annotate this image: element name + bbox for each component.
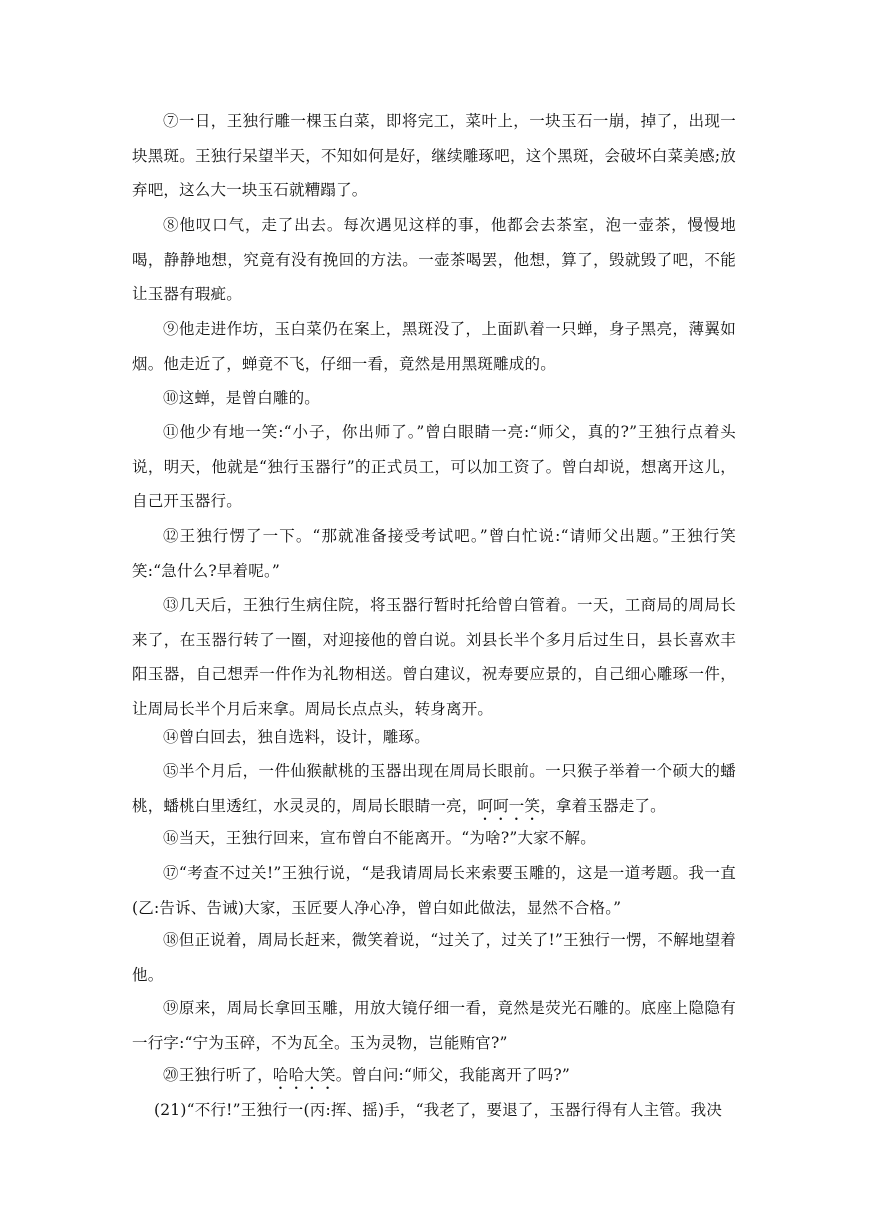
paragraph-9: ⑨他走进作坊，玉白菜仍在案上，黑斑没了，上面趴着一只蝉，身子黑亮，薄翼如烟。他走近了，蝉竟不飞，仔细一看，竟然是用黑斑雕成的。 [132,320,736,373]
paragraph-20-text: ⑳王独行听了， [163,1066,273,1084]
paragraph-14: ⑭曾白回去，独自选料，设计，雕琢。 [163,728,430,746]
paragraph-11: ⑪他少有地一笑:“小子，你出师了。”曾白眼睛一亮:“师父，真的?”王独行点着头说，明天，他就是“独行玉器行”的正式员工，可以加工资了。曾白却说，想离开这儿，自己开玉器行。 [132,423,736,510]
paragraph-19: ⑲原来，周局长拿回玉雕，用放大镜仔细一看，竟然是荧光石雕的。底座上隐隐有一行字:“宁为玉碎，不为瓦全。玉为灵物，岂能贿官?” [132,999,736,1052]
paragraph-20 [132,1058,736,1093]
paragraph-21: (21)“不行!”王独行一(丙:挥、摇)手，“我老了，要退了，玉器行得有人主管。我决 [154,1101,723,1119]
paragraph-10: ⑩这蝉，是曾白雕的。 [163,389,321,407]
paragraph-15-tail: ，拿着玉器走了。 [540,796,666,815]
paragraph-20-tail: 。曾白问:“师父，我能离开了吗?” [335,1066,571,1084]
emphasized-phrase-big-laugh: 哈哈大笑 [272,1066,336,1084]
paragraph-16: ⑯当天，王独行回来，宣布曾白不能离开。“为啥?”大家不解。 [163,829,596,847]
paragraph-17: ⑰“考查不过关!”王独行说，“是我请周局长来索要玉雕的，这是一道考题。我一直(乙:告诉、告诫)大家，玉匠要人净心净，曾白如此做法，显然不合格。” [132,864,736,917]
paragraph-13: ⑬几天后，王独行生病住院，将玉器行暂时托给曾白管着。一天，工商局的周局长来了，在玉器行转了一圈，对迎接他的曾白说。刘县长半个多月后过生日，县长喜欢丰阳玉器，自己想弄一件作为礼物相送。曾白建议，祝寿要应景的，自己细心雕琢一件，让周局长半个月后来拿。周局长点点头，转身离开。 [132,596,736,718]
paragraph-18: ⑱但正说着，周局长赶来，微笑着说，“过关了，过关了!”王独行一愣，不解地望着他。 [132,931,736,984]
paragraph-12: ⑫王独行愣了一下。“那就准备接受考试吧。”曾白忙说:“请师父出题。”王独行笑笑:“急什么?早着呢。” [132,527,736,580]
paragraph-7: ⑦一日，王独行雕一棵玉白菜，即将完工，菜叶上，一块玉石一崩，掉了，出现一块黑斑。王独行呆望半天，不知如何是好，继续雕琢吧，这个黑斑，会破坏白菜美感;放弃吧，这么大一块玉石就糟蹋了。 [132,112,736,199]
paragraph-15-text: ⑮半个月后，一件仙猴献桃的玉器出现在周局长眼前。一只猴子举着一个硕大的蟠桃，蟠桃白里透红，水灵灵的，周局长眼睛一亮， [132,762,736,815]
paragraph-15 [132,754,736,824]
emphasized-phrase-laugh: 呵呵一笑 [477,796,541,815]
paragraph-8: ⑧他叹口气，走了出去。每次遇见这样的事，他都会去茶室，泡一壶茶，慢慢地喝，静静地想，究竟有没有挽回的方法。一壶茶喝罢，他想，算了，毁就毁了吧，不能让玉器有瑕疵。 [132,216,736,303]
